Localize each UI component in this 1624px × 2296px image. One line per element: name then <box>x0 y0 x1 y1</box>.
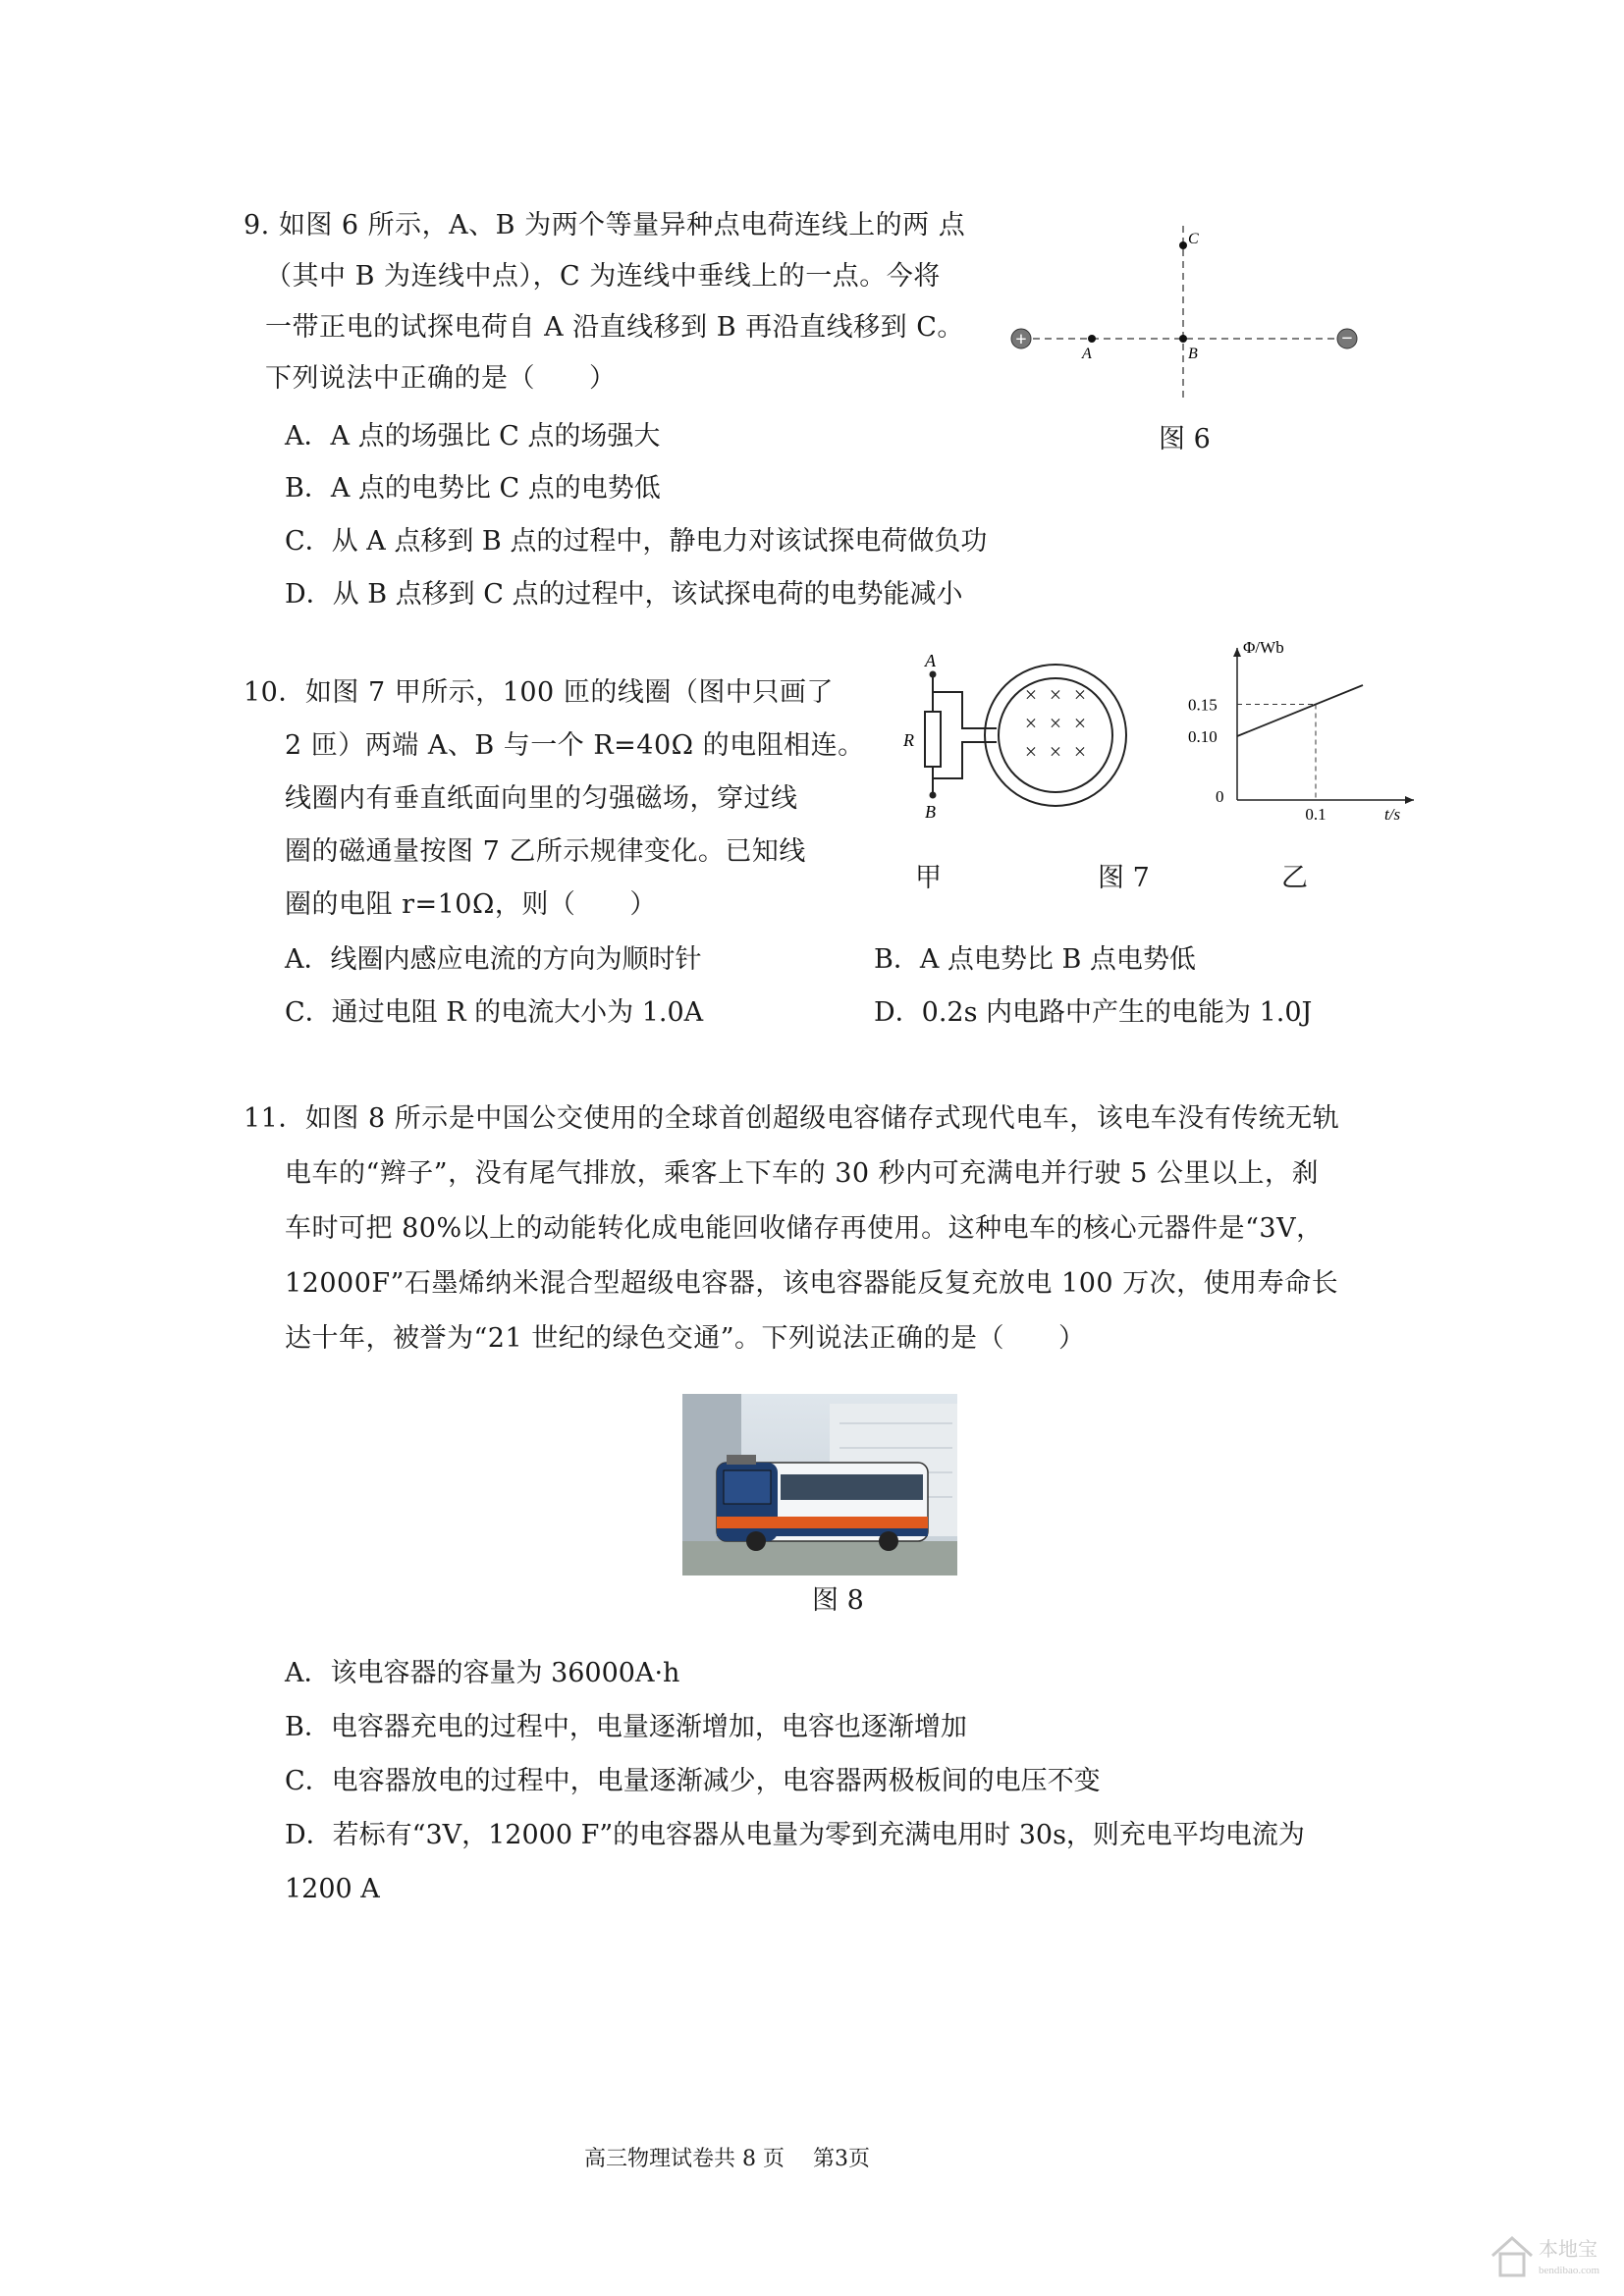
point-a <box>1088 335 1096 343</box>
q9-option-d: D．从 B 点移到 C 点的过程中，该试探电荷的电势能减小 <box>285 579 963 610</box>
watermark-url: bendibao.com <box>1539 2265 1600 2276</box>
figure-7-flux-graph <box>1178 633 1424 829</box>
q9-option-a: A．A 点的场强比 C 点的场强大 <box>285 421 661 452</box>
label-b: B <box>1188 346 1198 362</box>
q11-line-1: 11．如图 8 所示是中国公交使用的全球首创超级电容储存式现代电车，该电车没有传统无轨 <box>244 1103 1340 1134</box>
q11-option-a: A．该电容器的容量为 36000A·h <box>285 1658 680 1688</box>
field-mark: × <box>1024 739 1038 764</box>
plus-sign: + <box>1015 329 1027 350</box>
wire-bottom <box>933 742 997 778</box>
terminal-b <box>930 792 937 799</box>
y-tick-0.10: 0.10 <box>1188 727 1218 746</box>
q9-option-b: B．A 点的电势比 C 点的电势低 <box>285 473 661 504</box>
circuit-label-b: B <box>925 802 936 822</box>
y-axis-label: Φ/Wb <box>1243 638 1284 657</box>
q11-line-5: 达十年，被誉为“21 世纪的绿色交通”。下列说法正确的是（ ） <box>285 1323 1086 1354</box>
q11-option-b: B．电容器充电的过程中，电量逐渐增加，电容也逐渐增加 <box>285 1712 967 1742</box>
figure-7-caption: 图 7 <box>1098 863 1150 893</box>
positive-charge <box>1011 329 1031 350</box>
figure-6 <box>1001 216 1375 412</box>
field-mark: × <box>1073 739 1087 764</box>
q11-line-2: 电车的“辫子”，没有尾气排放，乘客上下车的 30 秒内可充满电并行驶 5 公里以上，刹 <box>285 1158 1319 1189</box>
origin-label: 0 <box>1216 787 1224 806</box>
figure-6-caption: 图 6 <box>1159 424 1211 454</box>
minus-sign: − <box>1341 328 1353 349</box>
q10-line-1: 10．如图 7 甲所示，100 匝的线圈（图中只画了 <box>244 677 834 708</box>
point-b <box>1179 335 1187 343</box>
q10-option-d: D．0.2s 内电路中产生的电能为 1.0J <box>874 997 1313 1028</box>
y-tick-0.15: 0.15 <box>1188 695 1218 715</box>
q9-option-c: C．从 A 点移到 B 点的过程中，静电力对该试探电荷做负功 <box>285 526 988 557</box>
q11-line-3: 车时可把 80%以上的动能转化成电能回收储存再使用。这种电车的核心元器件是“3V， <box>285 1213 1324 1244</box>
circuit-label-r: R <box>903 730 914 750</box>
wire-top <box>933 692 997 728</box>
watermark-logo <box>1488 2226 1615 2285</box>
field-mark: × <box>1049 739 1062 764</box>
x-tick-0.1: 0.1 <box>1305 805 1326 824</box>
q10-option-a: A．线圈内感应电流的方向为顺时针 <box>285 944 702 975</box>
q10-line-5: 圈的电阻 r=10Ω，则（ ） <box>285 889 657 920</box>
field-mark: × <box>1073 711 1087 735</box>
q10-line-4: 圈的磁通量按图 7 乙所示规律变化。已知线 <box>285 836 806 867</box>
flux-series-line <box>1237 685 1363 736</box>
page-footer: 高三物理试卷共 8 页 第3页 <box>584 2147 870 2171</box>
label-c: C <box>1188 231 1199 247</box>
field-mark: × <box>1024 682 1038 707</box>
figure-7b-caption: 乙 <box>1281 863 1308 893</box>
field-mark: × <box>1073 682 1087 707</box>
magnetic-field-marks <box>1025 682 1086 764</box>
resistor <box>925 712 941 767</box>
x-axis-label: t/s <box>1384 805 1401 824</box>
q10-option-b: B．A 点电势比 B 点电势低 <box>874 944 1196 975</box>
circuit-label-a: A <box>925 653 936 670</box>
q11-option-d: D．若标有“3V，12000 F”的电容器从电量为零到充满电用时 30s，则充电平均电流为 <box>285 1820 1305 1850</box>
q9-line-4: 下列说法中正确的是（ ） <box>265 363 617 394</box>
q11-option-d-cont: 1200 A <box>285 1874 380 1904</box>
watermark-text: 本地宝 <box>1539 2239 1597 2261</box>
q11-option-c: C．电容器放电的过程中，电量逐渐减少，电容器两极板间的电压不变 <box>285 1766 1101 1796</box>
figure-7a-caption: 甲 <box>915 863 942 893</box>
q9-line-3: 一带正电的试探电荷自 A 沿直线移到 B 再沿直线移到 C。 <box>265 312 964 343</box>
figure-8-caption: 图 8 <box>812 1585 864 1616</box>
negative-charge <box>1337 328 1357 349</box>
q9-line-1: 9. 如图 6 所示，A、B 为两个等量异种点电荷连线上的两 点 <box>244 210 966 240</box>
label-a: A <box>1082 346 1092 362</box>
point-c <box>1179 241 1187 249</box>
q9-line-2: （其中 B 为连线中点），C 为连线中垂线上的一点。今将 <box>265 261 941 292</box>
q10-line-3: 线圈内有垂直纸面向里的匀强磁场，穿过线 <box>285 783 798 814</box>
q10-option-c: C．通过电阻 R 的电流大小为 1.0A <box>285 997 704 1028</box>
x-axis-arrow <box>1405 796 1414 804</box>
bus <box>717 1455 928 1551</box>
house-icon <box>1488 2226 1615 2285</box>
road <box>682 1541 957 1575</box>
field-mark: × <box>1049 711 1062 735</box>
figure-8-bus-photo <box>682 1394 957 1575</box>
q10-line-2: 2 匝）两端 A、B 与一个 R=40Ω 的电阻相连。 <box>285 730 865 761</box>
q11-line-4: 12000F”石墨烯纳米混合型超级电容器，该电容器能反复充放电 100 万次，使用寿命长 <box>285 1268 1339 1299</box>
field-mark: × <box>1024 711 1038 735</box>
y-axis-arrow <box>1233 648 1241 657</box>
field-mark: × <box>1049 682 1062 707</box>
figure-7-circuit <box>864 653 1139 829</box>
terminal-a <box>930 671 937 678</box>
